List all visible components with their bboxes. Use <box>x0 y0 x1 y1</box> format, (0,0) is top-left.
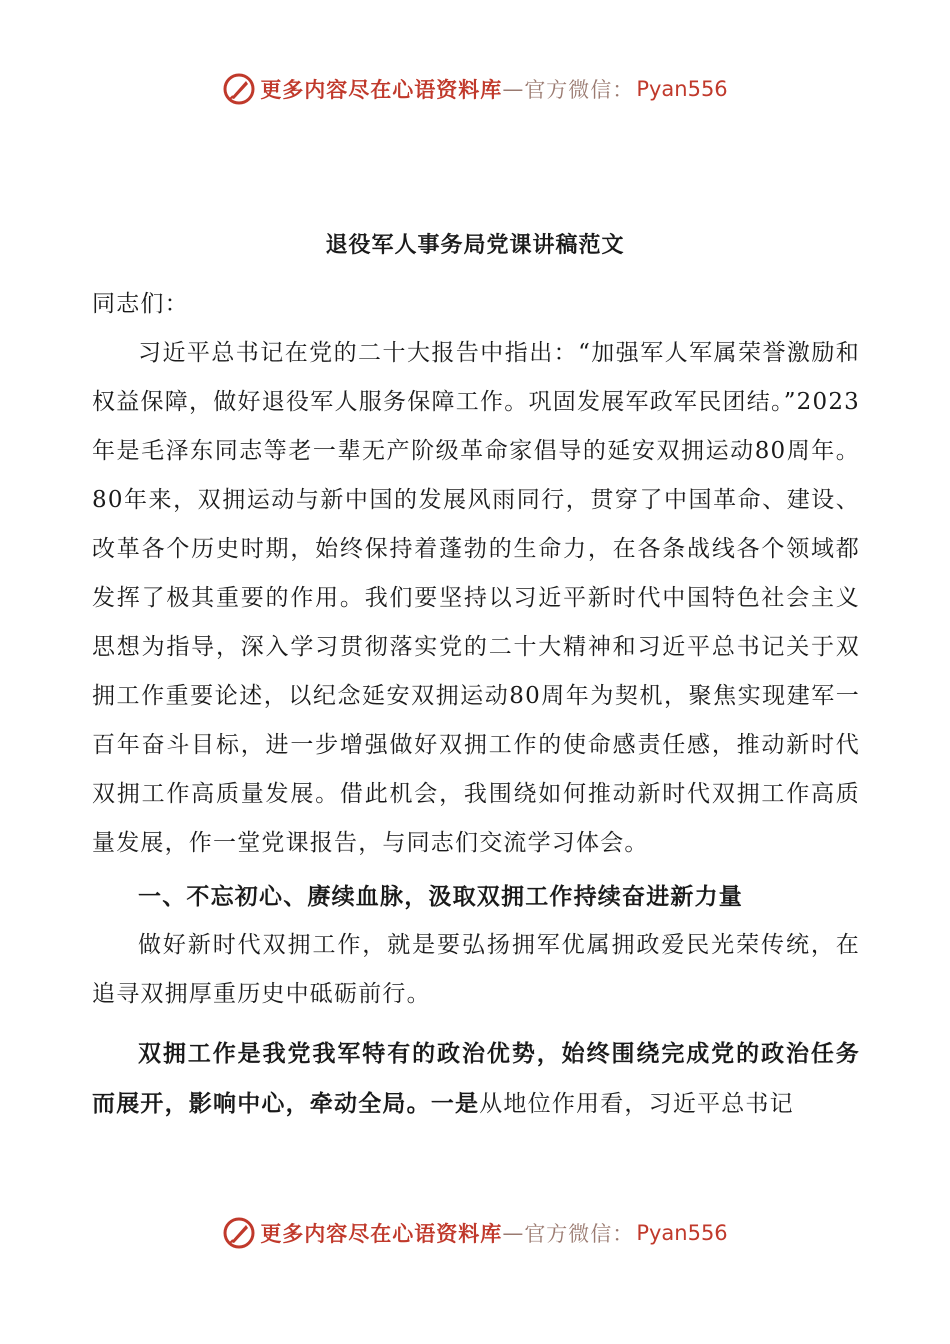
paragraph-2: 做好新时代双拥工作，就是要弘扬拥军优属拥政爱民光荣传统，在追寻双拥厚重历史中砥砺前行。 <box>92 932 860 1007</box>
banner-label: 官方微信： <box>524 1222 635 1246</box>
document-title: 退役军人事务局党课讲稿范文 <box>325 232 625 258</box>
paragraph-3 <box>92 1029 860 1129</box>
header-watermark <box>0 72 950 106</box>
banner-label: 官方微信： <box>524 78 635 102</box>
paragraph-3-text: 从地位作用看，习近平总书记 <box>479 1091 794 1117</box>
banner-dash: — <box>502 77 525 101</box>
footer-watermark <box>0 1216 950 1250</box>
banner-dash: — <box>502 1221 525 1245</box>
section-heading-1: 一、不忘初心、赓续血脉，汲取双拥工作持续奋进新力量 <box>138 883 743 910</box>
banner-main-text: 更多内容尽在心语资料库 <box>260 78 503 102</box>
banner-wechat-id: Pyan556 <box>636 77 728 101</box>
paragraph-1: 习近平总书记在党的二十大报告中指出：“加强军人军属荣誉激励和权益保障，做好退役军人服务保障工作。巩固发展军政军民团结。”2023年是毛泽东同志等老一辈无产阶级革命家倡导的延安双拥运动80周年。80年来，双拥运动与新中国的发展风雨同行，贯穿了中国革命、建设、改革各个历史时期，始终保持着蓬勃的生命力，在各条战线各个领域都发挥了极其重要的作用。我们要坚持以习近平新时代中国特色社会主义思想为指导，深入学习贯彻落实党的二十大精神和习近平总书记关于双拥工作重要论述，以纪念延安双拥运动80周年为契机，聚焦实现建军一百年奋斗目标，进一步增强做好双拥工作的使命感责任感，推动新时代双拥工作高质量发展。借此机会，我围绕如何推动新时代双拥工作高质量发展，作一堂党课报告，与同志们交流学习体会。 <box>92 340 860 856</box>
quill-logo-icon <box>222 72 256 106</box>
paragraph-3-bold-marker: 一是 <box>430 1090 480 1117</box>
document-body <box>92 280 860 1129</box>
paragraph-3-bold-lead: 双拥工作是我党我军特有的政治优势，始终围绕完成党的政治任务而展开，影响中心，牵动全局。 <box>92 1040 860 1117</box>
quill-logo-icon <box>222 1216 256 1250</box>
banner-main-text: 更多内容尽在心语资料库 <box>260 1222 503 1246</box>
banner-wechat-id: Pyan556 <box>636 1221 728 1245</box>
salutation: 同志们： <box>92 291 189 317</box>
